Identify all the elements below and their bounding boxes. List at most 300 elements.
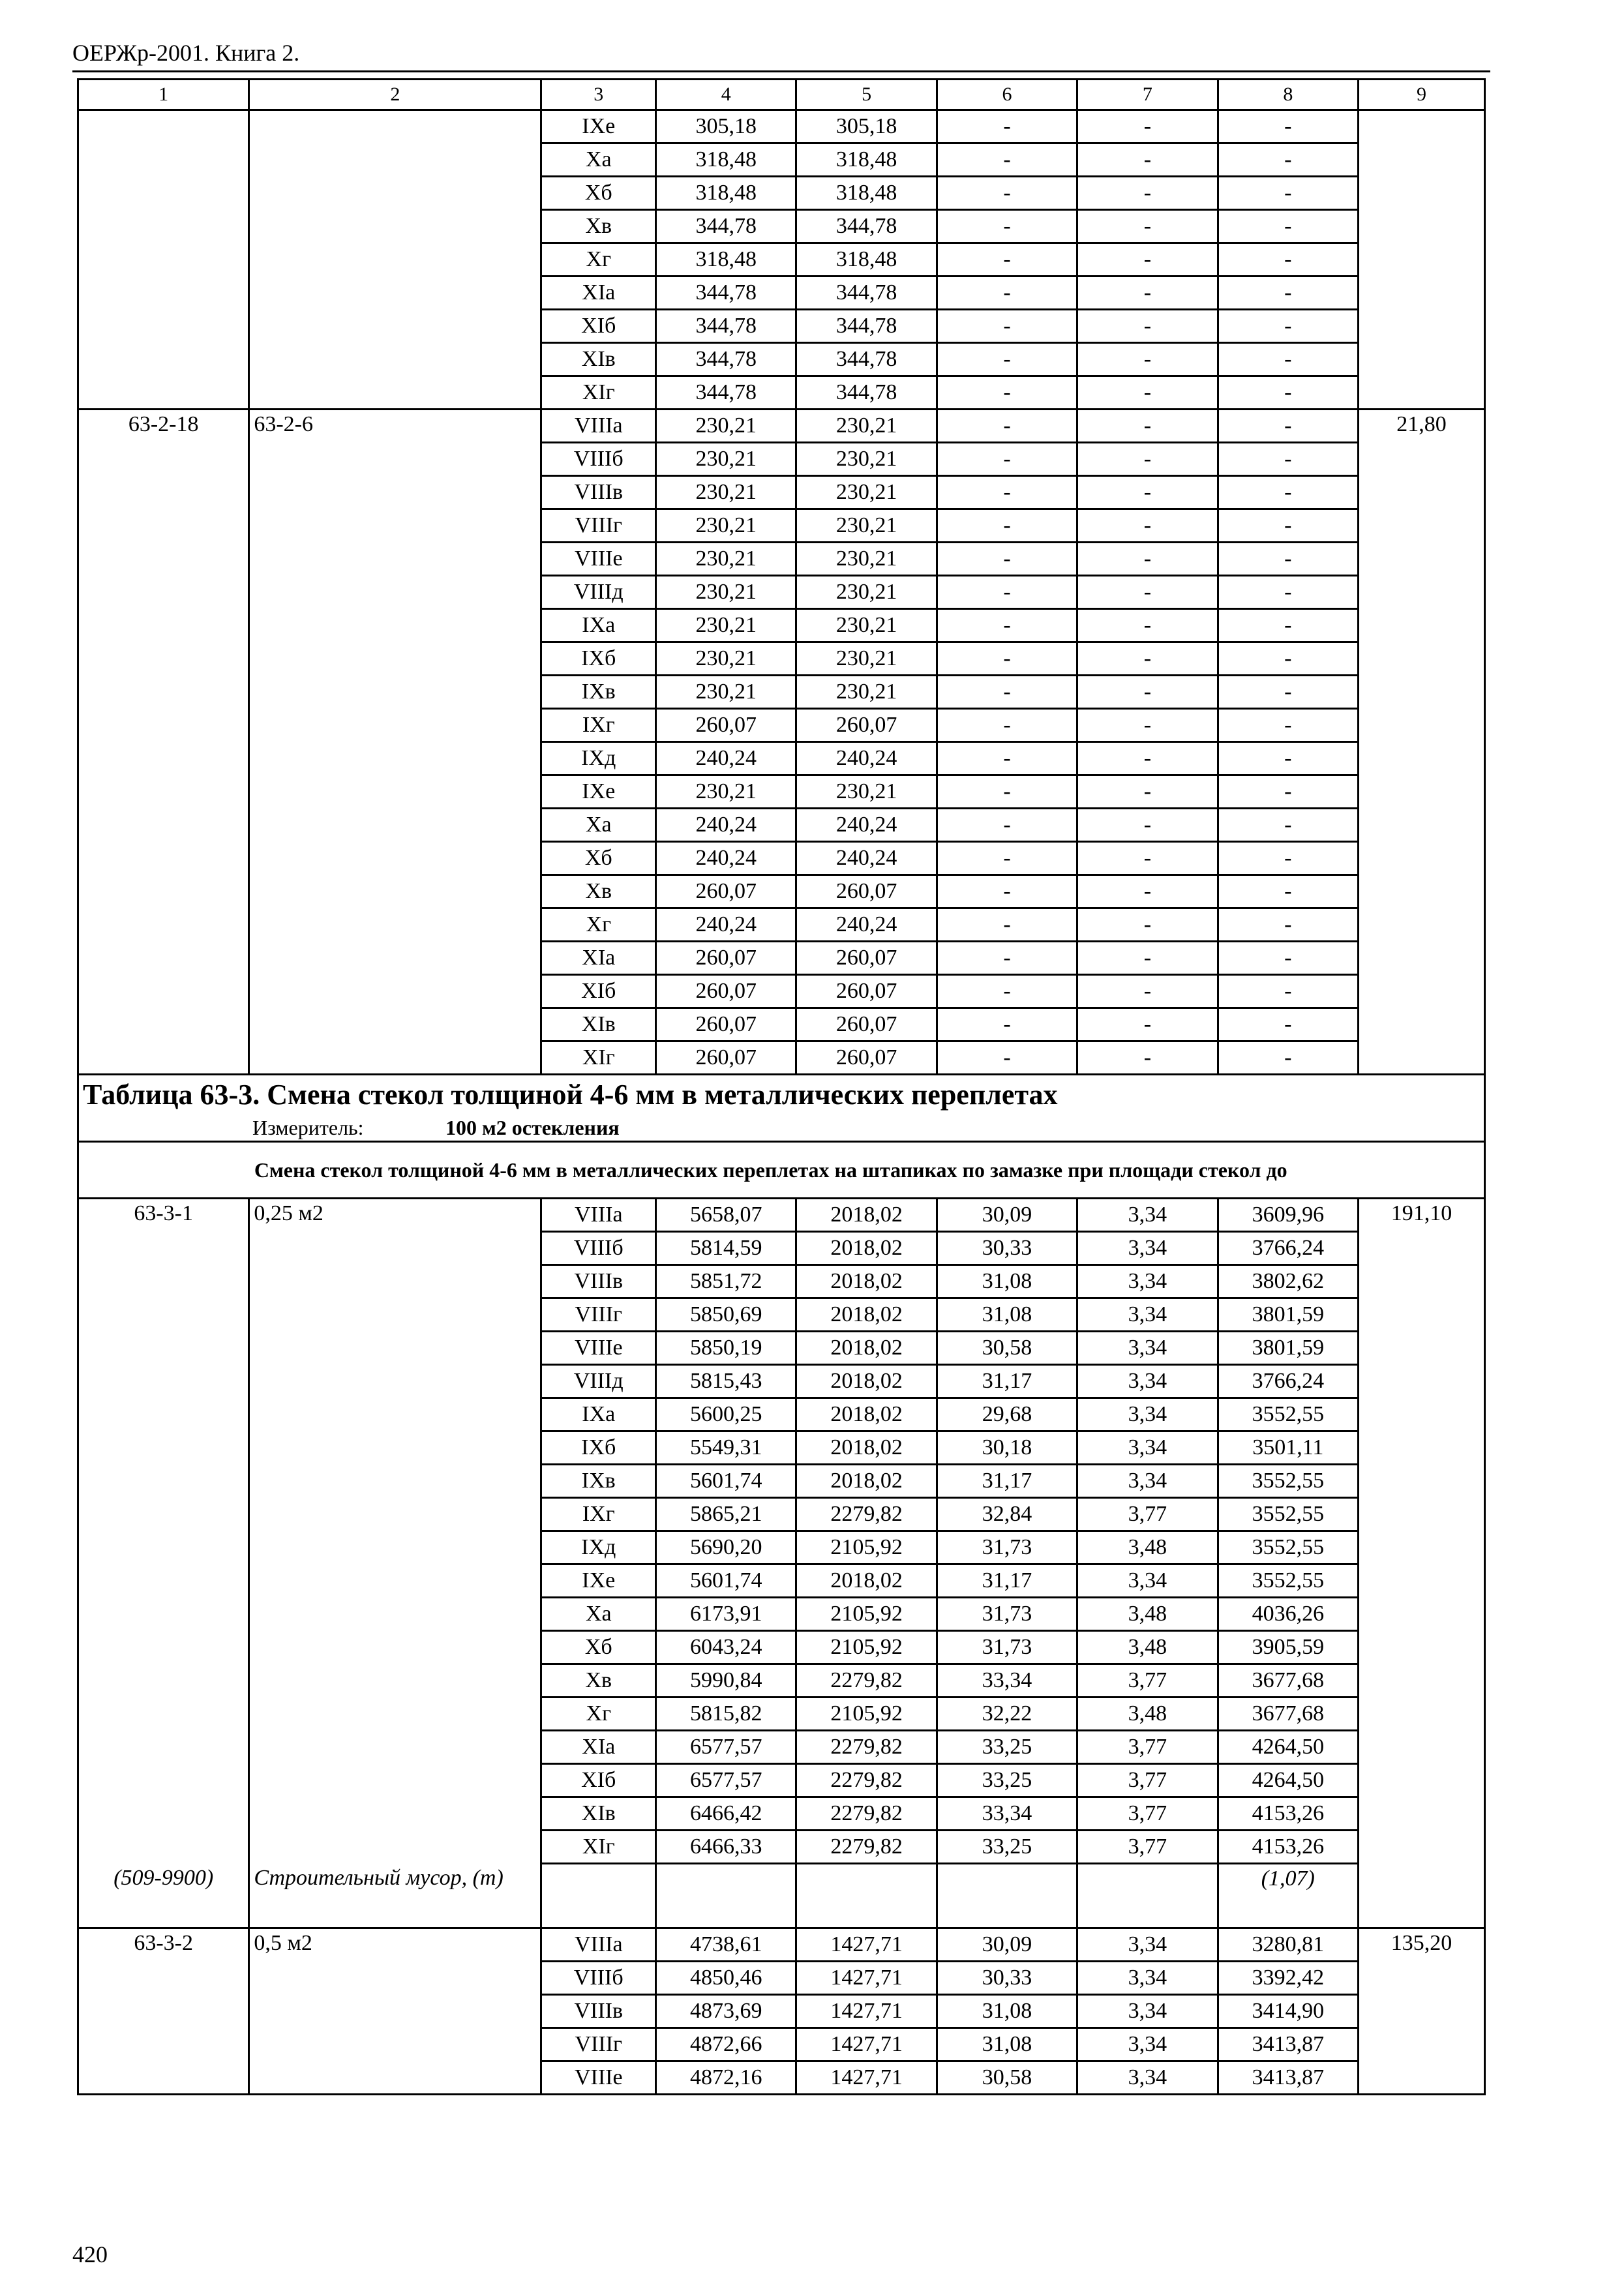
region-cell: Xб — [541, 1631, 656, 1664]
value-cell: 344,78 — [796, 210, 937, 243]
table-row — [78, 975, 1485, 1008]
value-cell: - — [937, 1008, 1077, 1041]
value-cell: 240,24 — [656, 908, 796, 942]
value-cell: 3,34 — [1077, 1332, 1218, 1365]
region-cell: Xг — [541, 908, 656, 942]
value-cell: 33,25 — [937, 1764, 1077, 1797]
region-cell: Xб — [541, 842, 656, 875]
value-cell: - — [1218, 543, 1358, 576]
value-cell: 318,48 — [656, 243, 796, 277]
code-cell — [78, 343, 249, 376]
value-cell: 4873,69 — [656, 1995, 796, 2028]
table-title-row — [78, 1075, 1485, 1115]
value-cell: 260,07 — [656, 709, 796, 742]
region-cell: Xа — [541, 809, 656, 842]
reference-cell — [249, 1431, 541, 1465]
value-cell: - — [1218, 908, 1358, 942]
value-cell: 3552,55 — [1218, 1564, 1358, 1598]
meter-cell — [78, 1115, 1485, 1142]
code-cell — [78, 942, 249, 975]
table-row — [78, 410, 1485, 443]
value-cell: - — [1077, 143, 1218, 177]
value-cell: 30,33 — [937, 1962, 1077, 1995]
table-row — [78, 1995, 1485, 2028]
value-cell: 260,07 — [796, 709, 937, 742]
value-cell: 3766,24 — [1218, 1365, 1358, 1398]
col9-cell: 21,80 — [1359, 410, 1485, 443]
value-cell: - — [1077, 1008, 1218, 1041]
value-cell: 3609,96 — [1218, 1199, 1358, 1232]
region-cell: VIIIа — [541, 1199, 656, 1232]
value-cell: - — [1218, 476, 1358, 509]
code-cell — [78, 1598, 249, 1631]
value-cell: 5690,20 — [656, 1531, 796, 1564]
value-cell: 260,07 — [656, 942, 796, 975]
region-cell: IXе — [541, 1564, 656, 1598]
value-cell: 3,34 — [1077, 1928, 1218, 1962]
value-cell: 31,73 — [937, 1531, 1077, 1564]
value-cell: - — [1218, 842, 1358, 875]
reference-cell — [249, 476, 541, 509]
value-cell: 240,24 — [796, 842, 937, 875]
value-cell: 3,48 — [1077, 1631, 1218, 1664]
code-cell — [78, 1797, 249, 1831]
value-cell: - — [1077, 1041, 1218, 1075]
empty-cell — [796, 1864, 937, 1928]
value-cell: 31,08 — [937, 1298, 1077, 1332]
region-cell: VIIIе — [541, 1332, 656, 1365]
code-cell — [78, 809, 249, 842]
value-cell: 5815,82 — [656, 1698, 796, 1731]
value-cell: 318,48 — [656, 177, 796, 210]
value-cell: - — [937, 143, 1077, 177]
value-cell: 3,34 — [1077, 1995, 1218, 2028]
value-cell: 240,24 — [656, 809, 796, 842]
col9-cell — [1359, 2061, 1485, 2095]
value-cell: - — [937, 410, 1077, 443]
value-cell: - — [1077, 476, 1218, 509]
value-cell: 3552,55 — [1218, 1531, 1358, 1564]
code-cell — [78, 177, 249, 210]
value-cell: 230,21 — [796, 676, 937, 709]
value-cell: - — [1077, 243, 1218, 277]
region-cell: VIIIа — [541, 410, 656, 443]
table-row — [78, 1962, 1485, 1995]
value-cell: - — [937, 543, 1077, 576]
code-cell — [78, 875, 249, 908]
code-cell — [78, 509, 249, 543]
value-cell: - — [1077, 975, 1218, 1008]
value-cell: 3,34 — [1077, 1298, 1218, 1332]
column-number-row — [78, 80, 1485, 110]
code-cell — [78, 1831, 249, 1864]
region-cell: IXг — [541, 1498, 656, 1531]
value-cell: 2105,92 — [796, 1631, 937, 1664]
value-cell: 3,34 — [1077, 1431, 1218, 1465]
empty-cell — [1077, 1864, 1218, 1928]
value-cell: - — [1077, 942, 1218, 975]
region-cell: VIIIб — [541, 443, 656, 476]
value-cell: - — [937, 509, 1077, 543]
value-cell: 2018,02 — [796, 1365, 937, 1398]
reference-cell — [249, 210, 541, 243]
empty-cell — [541, 1864, 656, 1928]
value-cell: 30,09 — [937, 1928, 1077, 1962]
value-cell: 3766,24 — [1218, 1232, 1358, 1265]
region-cell: VIIIв — [541, 1995, 656, 2028]
region-cell: XIв — [541, 1008, 656, 1041]
reference-cell — [249, 310, 541, 343]
table-row — [78, 310, 1485, 343]
value-cell: 2105,92 — [796, 1598, 937, 1631]
reference-cell — [249, 1731, 541, 1764]
value-cell: 31,73 — [937, 1598, 1077, 1631]
value-cell: 230,21 — [796, 410, 937, 443]
table-row — [78, 1664, 1485, 1698]
value-cell: - — [1218, 310, 1358, 343]
value-cell: 3,77 — [1077, 1731, 1218, 1764]
reference-cell — [249, 443, 541, 476]
region-cell: VIIIв — [541, 1265, 656, 1298]
region-cell: IXв — [541, 1465, 656, 1498]
code-cell — [78, 642, 249, 676]
value-cell: 3,34 — [1077, 1398, 1218, 1431]
work-description: Смена стекол толщиной 4-6 мм в металлических переплетах на штапиках по замазке при площади стекол до — [249, 1142, 1485, 1199]
reference-cell — [249, 875, 541, 908]
reference-cell — [249, 243, 541, 277]
value-cell: - — [1218, 376, 1358, 410]
col9-cell — [1359, 1008, 1485, 1041]
reference-cell — [249, 1831, 541, 1864]
value-cell: 318,48 — [796, 177, 937, 210]
value-cell: 6577,57 — [656, 1764, 796, 1797]
code-cell — [78, 975, 249, 1008]
reference-cell — [249, 742, 541, 775]
value-cell: 2279,82 — [796, 1664, 937, 1698]
table-row — [78, 842, 1485, 875]
value-cell: - — [1218, 110, 1358, 143]
value-cell: - — [1077, 908, 1218, 942]
value-cell: 3677,68 — [1218, 1664, 1358, 1698]
value-cell: 230,21 — [796, 609, 937, 642]
col9-cell — [1359, 1465, 1485, 1498]
col9-cell — [1359, 343, 1485, 376]
value-cell: - — [937, 243, 1077, 277]
value-cell: - — [1218, 143, 1358, 177]
value-cell: 5658,07 — [656, 1199, 796, 1232]
col9-cell — [1359, 1431, 1485, 1465]
value-cell: 260,07 — [796, 1041, 937, 1075]
column-number: 1 — [78, 80, 249, 110]
code-cell — [78, 742, 249, 775]
table-row — [78, 908, 1485, 942]
table-row — [78, 609, 1485, 642]
table-row — [78, 2028, 1485, 2061]
value-cell: 4872,16 — [656, 2061, 796, 2095]
region-cell: Xв — [541, 875, 656, 908]
col9-cell — [1359, 110, 1485, 143]
value-cell: 240,24 — [796, 742, 937, 775]
col9-cell — [1359, 742, 1485, 775]
code-cell — [78, 1398, 249, 1431]
price-table — [77, 78, 1486, 2095]
column-number: 3 — [541, 80, 656, 110]
value-cell: 344,78 — [656, 310, 796, 343]
value-cell: 230,21 — [656, 509, 796, 543]
value-cell: 230,21 — [656, 775, 796, 809]
code-cell — [78, 842, 249, 875]
code-cell — [78, 443, 249, 476]
value-cell: - — [937, 742, 1077, 775]
value-cell: 2018,02 — [796, 1265, 937, 1298]
value-cell: 3,34 — [1077, 1465, 1218, 1498]
col9-cell — [1359, 1598, 1485, 1631]
value-cell: - — [1077, 343, 1218, 376]
table-row — [78, 709, 1485, 742]
value-cell: - — [1077, 277, 1218, 310]
table-row — [78, 942, 1485, 975]
value-cell: 230,21 — [656, 609, 796, 642]
empty-cell — [937, 1864, 1077, 1928]
region-cell: IXа — [541, 609, 656, 642]
value-cell: 31,08 — [937, 2028, 1077, 2061]
region-cell: XIг — [541, 376, 656, 410]
code-cell — [78, 609, 249, 642]
value-cell: 32,22 — [937, 1698, 1077, 1731]
value-cell: 230,21 — [796, 642, 937, 676]
value-cell: - — [1218, 443, 1358, 476]
table-row — [78, 576, 1485, 609]
reference-cell: 0,5 м2 — [249, 1928, 541, 1962]
meter-row — [78, 1115, 1485, 1142]
value-cell: - — [937, 576, 1077, 609]
col9-cell — [1359, 177, 1485, 210]
value-cell: 3677,68 — [1218, 1698, 1358, 1731]
reference-cell — [249, 1564, 541, 1598]
value-cell: 344,78 — [796, 376, 937, 410]
code-cell — [78, 210, 249, 243]
value-cell: 2279,82 — [796, 1797, 937, 1831]
table-row — [78, 1199, 1485, 1232]
col9-cell — [1359, 1332, 1485, 1365]
table-row — [78, 1431, 1485, 1465]
code-cell — [78, 1664, 249, 1698]
value-cell: 3801,59 — [1218, 1332, 1358, 1365]
value-cell: 3280,81 — [1218, 1928, 1358, 1962]
value-cell: 5601,74 — [656, 1564, 796, 1598]
region-cell: Xа — [541, 143, 656, 177]
region-cell: IXб — [541, 1431, 656, 1465]
value-cell: 30,09 — [937, 1199, 1077, 1232]
table-row — [78, 476, 1485, 509]
value-cell: 31,17 — [937, 1365, 1077, 1398]
value-cell: 5601,74 — [656, 1465, 796, 1498]
region-cell: Xб — [541, 177, 656, 210]
region-cell: IXд — [541, 742, 656, 775]
value-cell: 5865,21 — [656, 1498, 796, 1531]
code-cell: 63-3-2 — [78, 1928, 249, 1962]
value-cell: 3,34 — [1077, 1265, 1218, 1298]
region-cell: VIIIд — [541, 576, 656, 609]
table-row — [78, 1831, 1485, 1864]
value-cell: 3905,59 — [1218, 1631, 1358, 1664]
table-row — [78, 177, 1485, 210]
table-row — [78, 110, 1485, 143]
col9-cell — [1359, 709, 1485, 742]
region-cell: XIб — [541, 1764, 656, 1797]
code-cell — [78, 576, 249, 609]
value-cell: 5814,59 — [656, 1232, 796, 1265]
value-cell: 32,84 — [937, 1498, 1077, 1531]
value-cell: 6043,24 — [656, 1631, 796, 1664]
reference-cell — [249, 110, 541, 143]
value-cell: 3413,87 — [1218, 2028, 1358, 2061]
table-row — [78, 1298, 1485, 1332]
value-cell: 2018,02 — [796, 1431, 937, 1465]
value-cell: 318,48 — [656, 143, 796, 177]
table-row — [78, 742, 1485, 775]
region-cell: VIIIа — [541, 1928, 656, 1962]
trash-name: Строительный мусор, (т) — [249, 1864, 541, 1928]
reference-cell — [249, 609, 541, 642]
value-cell: - — [1077, 842, 1218, 875]
value-cell: - — [1077, 742, 1218, 775]
value-cell: 230,21 — [796, 509, 937, 543]
region-cell: VIIIе — [541, 2061, 656, 2095]
col9-cell — [1359, 1498, 1485, 1531]
reference-cell — [249, 775, 541, 809]
col9-cell — [1359, 1041, 1485, 1075]
value-cell: 6466,33 — [656, 1831, 796, 1864]
col9-cell — [1359, 1962, 1485, 1995]
reference-cell — [249, 1365, 541, 1398]
value-cell: 2018,02 — [796, 1199, 937, 1232]
table-row — [78, 1797, 1485, 1831]
column-number: 5 — [796, 80, 937, 110]
col9-cell — [1359, 277, 1485, 310]
value-cell: - — [1077, 775, 1218, 809]
col9-cell — [1359, 676, 1485, 709]
region-cell: XIв — [541, 343, 656, 376]
value-cell: - — [937, 277, 1077, 310]
value-cell: 4036,26 — [1218, 1598, 1358, 1631]
value-cell: - — [1218, 1041, 1358, 1075]
value-cell: 3,34 — [1077, 1365, 1218, 1398]
table-row — [78, 1598, 1485, 1631]
value-cell: - — [1077, 110, 1218, 143]
value-cell: - — [937, 177, 1077, 210]
value-cell: - — [1218, 975, 1358, 1008]
reference-cell — [249, 576, 541, 609]
reference-cell: 0,25 м2 — [249, 1199, 541, 1232]
value-cell: 5850,69 — [656, 1298, 796, 1332]
code-cell — [78, 1265, 249, 1298]
value-cell: 344,78 — [656, 343, 796, 376]
value-cell: - — [1218, 343, 1358, 376]
code-cell — [78, 376, 249, 410]
code-cell — [78, 1698, 249, 1731]
code-cell — [78, 1365, 249, 1398]
value-cell: 240,24 — [656, 742, 796, 775]
value-cell: 240,24 — [656, 842, 796, 875]
reference-cell — [249, 1962, 541, 1995]
value-cell: 3414,90 — [1218, 1995, 1358, 2028]
value-cell: 2279,82 — [796, 1831, 937, 1864]
reference-cell — [249, 1498, 541, 1531]
code-cell — [78, 1764, 249, 1797]
table-row — [78, 1928, 1485, 1962]
value-cell: - — [937, 809, 1077, 842]
value-cell: - — [1218, 942, 1358, 975]
region-cell: XIг — [541, 1831, 656, 1864]
value-cell: - — [1218, 742, 1358, 775]
value-cell: - — [1218, 1008, 1358, 1041]
reference-cell — [249, 1598, 541, 1631]
col9-cell — [1359, 210, 1485, 243]
table-row — [78, 376, 1485, 410]
col9-cell — [1359, 1365, 1485, 1398]
col9-cell — [1359, 1831, 1485, 1864]
code-cell — [78, 1465, 249, 1498]
col9-cell — [1359, 1232, 1485, 1265]
value-cell: - — [937, 642, 1077, 676]
value-cell: - — [937, 443, 1077, 476]
value-cell: - — [937, 476, 1077, 509]
value-cell: 31,17 — [937, 1564, 1077, 1598]
table-row — [78, 1698, 1485, 1731]
table-row — [78, 1731, 1485, 1764]
page-number: 420 — [72, 2241, 108, 2267]
value-cell: 3552,55 — [1218, 1465, 1358, 1498]
code-cell — [78, 1531, 249, 1564]
value-cell: 6577,57 — [656, 1731, 796, 1764]
value-cell: 2105,92 — [796, 1698, 937, 1731]
reference-cell — [249, 1995, 541, 2028]
value-cell: - — [1077, 509, 1218, 543]
reference-cell — [249, 809, 541, 842]
region-cell: IXв — [541, 676, 656, 709]
value-cell: 3501,11 — [1218, 1431, 1358, 1465]
value-cell: - — [1218, 875, 1358, 908]
value-cell: 30,18 — [937, 1431, 1077, 1465]
value-cell: 260,07 — [656, 1008, 796, 1041]
reference-cell — [249, 1764, 541, 1797]
value-cell: 2279,82 — [796, 1764, 937, 1797]
value-cell: - — [937, 376, 1077, 410]
reference-cell — [249, 2028, 541, 2061]
value-cell: 5815,43 — [656, 1365, 796, 1398]
table-row — [78, 1531, 1485, 1564]
value-cell: 30,33 — [937, 1232, 1077, 1265]
reference-cell — [249, 376, 541, 410]
value-cell: - — [937, 343, 1077, 376]
region-cell: XIб — [541, 975, 656, 1008]
trash-code: (509-9900) — [78, 1864, 249, 1928]
region-cell: Xв — [541, 1664, 656, 1698]
header-rule — [72, 70, 1490, 72]
value-cell: 5850,19 — [656, 1332, 796, 1365]
value-cell: 3,34 — [1077, 1564, 1218, 1598]
value-cell: 5990,84 — [656, 1664, 796, 1698]
table-row — [78, 1365, 1485, 1398]
value-cell: 4850,46 — [656, 1962, 796, 1995]
value-cell: 3,77 — [1077, 1764, 1218, 1797]
table-row — [78, 509, 1485, 543]
reference-cell — [249, 1531, 541, 1564]
region-cell: IXд — [541, 1531, 656, 1564]
value-cell: - — [1077, 177, 1218, 210]
code-cell — [78, 908, 249, 942]
